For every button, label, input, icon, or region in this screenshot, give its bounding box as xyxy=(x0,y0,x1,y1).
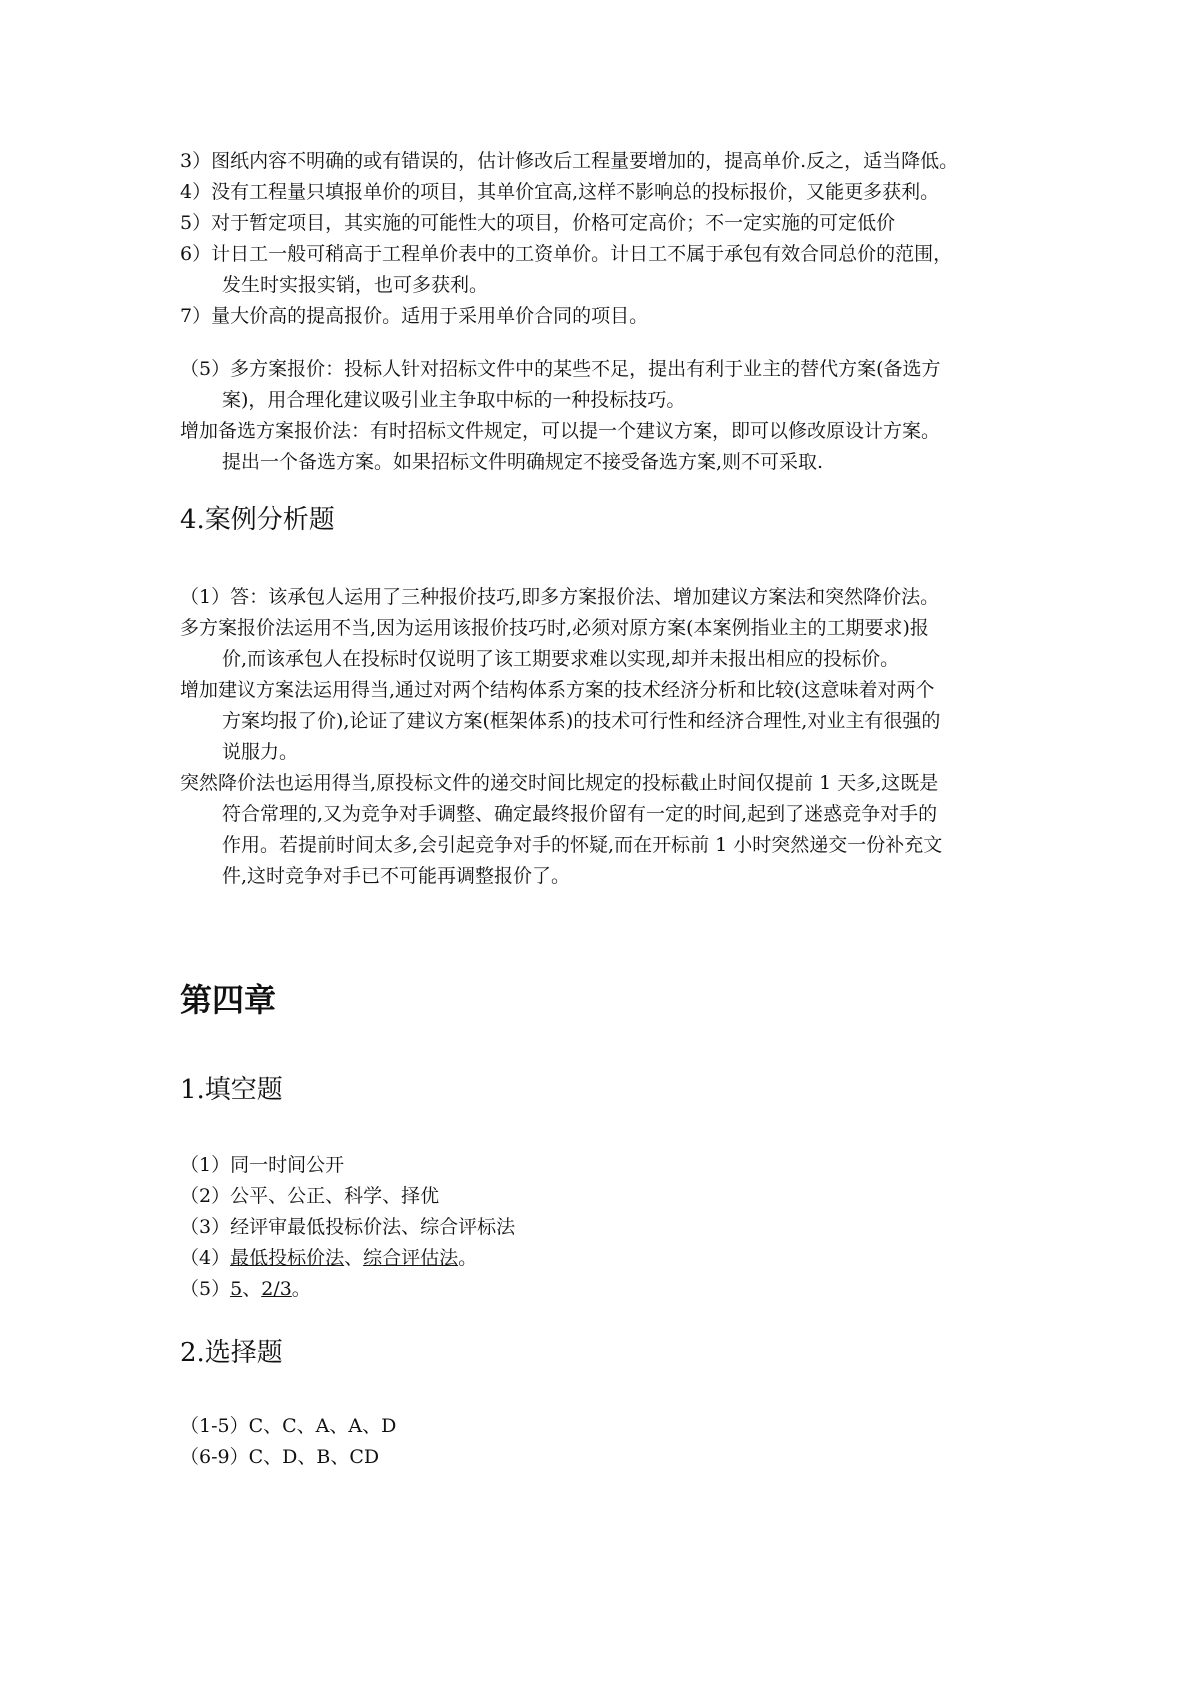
answer-item: （1）同一时间公开 xyxy=(180,1154,345,1176)
list-item: 3）图纸内容不明确的或有错误的，估计修改后工程量要增加的，提高单价.反之，适当降低。 xyxy=(180,150,959,172)
list-item: 7）量大价高的提高报价。适用于采用单价合同的项目。 xyxy=(180,305,649,327)
section-heading-fill-blank: 1.填空题 xyxy=(180,1075,283,1105)
multi-plan-paragraph xyxy=(180,354,1060,478)
answer-item: （2）公平、公正、科学、择优 xyxy=(180,1185,440,1207)
paragraph-line: （1）答：该承包人运用了三种报价技巧,即多方案报价法、增加建议方案法和突然降价法。 xyxy=(180,586,940,608)
answer-prefix: （4） xyxy=(180,1247,231,1269)
underlined-answer: 5 xyxy=(230,1278,243,1300)
spacer xyxy=(180,332,1060,354)
answer-prefix: （5） xyxy=(180,1278,231,1300)
answer-item: （3）经评审最低投标价法、综合评标法 xyxy=(180,1216,516,1238)
separator: 、 xyxy=(344,1247,364,1269)
terminal-punctuation: 。 xyxy=(291,1278,311,1300)
paragraph-line: 件,这时竞争对手已不可能再调整报价了。 xyxy=(222,865,571,887)
page-content xyxy=(180,146,1060,1473)
chapter-title: 第四章 xyxy=(180,981,277,1019)
list-item: 4）没有工程量只填报单价的项目，其单价宜高,这样不影响总的投标报价，又能更多获利。 xyxy=(180,181,940,203)
paragraph-line: 说服力。 xyxy=(222,741,299,763)
paragraph-line: 方案均报了价),论证了建议方案(框架体系)的技术可行性和经济合理性,对业主有很强的 xyxy=(222,710,941,732)
separator: 、 xyxy=(242,1278,262,1300)
section-heading-choice: 2.选择题 xyxy=(180,1338,283,1368)
paragraph-line: 增加建议方案法运用得当,通过对两个结构体系方案的技术经济分析和比较(这意味着对两个 xyxy=(180,679,935,701)
bid-skill-list xyxy=(180,146,1060,332)
answer-item xyxy=(180,1243,1060,1274)
answer-item: （6-9）C、D、B、CD xyxy=(180,1446,380,1468)
fill-blank-answers xyxy=(180,1150,1060,1305)
paragraph-line: 价,而该承包人在投标时仅说明了该工期要求难以实现,却并未报出相应的投标价。 xyxy=(222,648,900,670)
paragraph-line: 突然降价法也运用得当,原投标文件的递交时间比规定的投标截止时间仅提前 1 天多,这既是 xyxy=(180,772,939,794)
terminal-punctuation: 。 xyxy=(458,1247,478,1269)
case-analysis-answer xyxy=(180,582,1060,892)
paragraph-line: 作用。若提前时间太多,会引起竞争对手的怀疑,而在开标前 1 小时突然递交一份补充文 xyxy=(222,834,943,856)
paragraph-line: 提出一个备选方案。如果招标文件明确规定不接受备选方案,则不可采取. xyxy=(222,451,824,473)
section-heading-case-analysis: 4.案例分析题 xyxy=(180,505,335,535)
list-item: 5）对于暂定项目，其实施的可能性大的项目，价格可定高价；不一定实施的可定低价 xyxy=(180,212,896,234)
answer-item xyxy=(180,1274,1060,1305)
choice-answers xyxy=(180,1411,1060,1473)
underlined-answer: 2/3 xyxy=(261,1278,292,1300)
underlined-answer: 最低投标价法 xyxy=(230,1247,345,1269)
underlined-answer: 综合评估法 xyxy=(363,1247,459,1269)
answer-item: （1-5）C、C、A、A、D xyxy=(180,1415,397,1437)
paragraph-line: 增加备选方案报价法：有时招标文件规定，可以提一个建议方案，即可以修改原设计方案。 xyxy=(180,420,941,442)
paragraph-line: （5）多方案报价：投标人针对招标文件中的某些不足，提出有利于业主的替代方案(备选方 xyxy=(180,358,941,380)
list-item: 6）计日工一般可稍高于工程单价表中的工资单价。计日工不属于承包有效合同总价的范围， xyxy=(180,243,953,265)
paragraph-line: 案)，用合理化建议吸引业主争取中标的一种投标技巧。 xyxy=(222,389,686,411)
paragraph-line: 多方案报价法运用不当,因为运用该报价技巧时,必须对原方案(本案例指业主的工期要求)报 xyxy=(180,617,929,639)
list-item-continuation: 发生时实报实销，也可多获利。 xyxy=(222,274,489,296)
paragraph-line: 符合常理的,又为竞争对手调整、确定最终报价留有一定的时间,起到了迷惑竞争对手的 xyxy=(222,803,938,825)
